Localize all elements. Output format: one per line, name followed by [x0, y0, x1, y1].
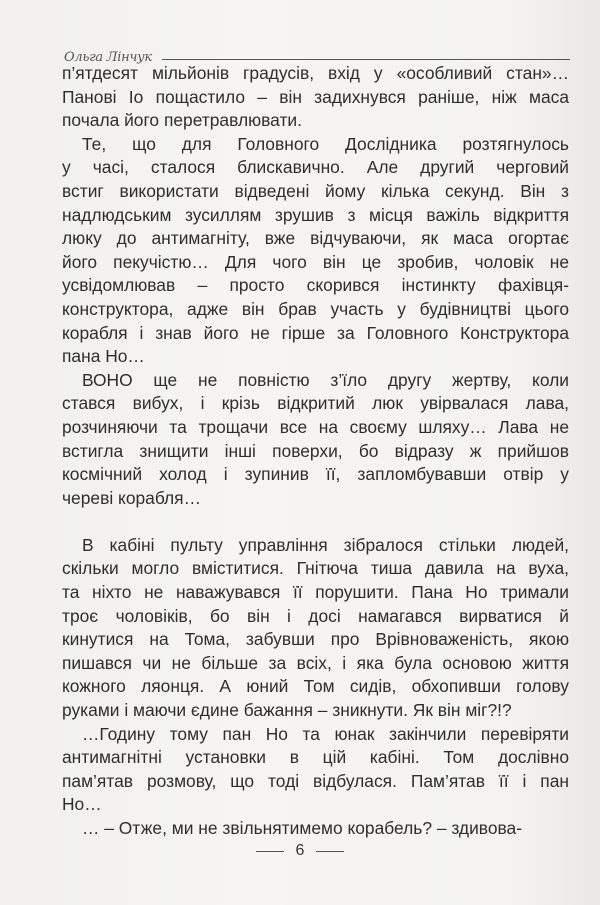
footer-dash-right [316, 851, 344, 852]
text-line: пам’ятав розмову, що тоді відбулася. Пам’ятав її і пан [62, 770, 569, 791]
text-line: …Годину тому пан Но та юнак закінчили перевіряти [82, 723, 569, 744]
text-line: у часі, сталося блискавично. Але другий черговий [62, 157, 569, 178]
text-line: п’ятдесят мільйонів градусів, вхід у «особливий стан»… [62, 63, 569, 83]
text-line: його пекучістю… Для чого він це зробив, чоловік не [62, 251, 569, 272]
text-line: ВОНО ще не повністю з’їло другу жертву, коли [82, 369, 569, 390]
text-line: люку до антимагніту, вже відчуваючи, як маса огортає [62, 228, 569, 249]
text-line: кожного ляонця. А юний Том сидів, обхопивши голову [62, 676, 569, 697]
text-line: та ніхто не наважувався її порушити. Пана Но тримали [62, 582, 569, 603]
paragraph [62, 723, 569, 817]
paragraph [62, 534, 569, 723]
text-line: пана Но… [62, 346, 145, 367]
text-line: антимагнітні установки в цій кабіні. Том дослівно [62, 747, 569, 768]
text-line: корабля і знав його не гірше за Головного Конструктора [62, 322, 569, 343]
text-line: стався вибух, і крізь відкритий люк увірвалася лава, [62, 393, 569, 414]
author-signature: Ольга Лінчук [64, 49, 152, 65]
page-footer [0, 842, 600, 860]
body-text [62, 62, 569, 841]
text-line: … – Отже, ми не звільнятимемо корабель? – здивова- [82, 818, 523, 838]
text-line: руками і маючи єдине бажання – зникнути. Як він міг?!? [62, 700, 512, 721]
text-line: надлюдським зусиллям зрушив з місця важіль відкриття [62, 204, 569, 225]
text-line: Но… [62, 794, 102, 815]
text-line: встигла знищити інші поверхи, бо відразу ж прийшов [62, 440, 569, 461]
text-line: кинутися на Тома, забувши про Врівноваженість, якою [62, 629, 569, 650]
paragraph [62, 369, 569, 511]
paragraph [62, 133, 569, 369]
text-line: конструктора, адже він брав участь у будівництві цього [62, 298, 569, 319]
paragraph [62, 62, 569, 133]
text-line: космічний холод і зупинив її, запломбувавши отвір у [62, 464, 569, 485]
text-line: В кабіні пульту управління зібралося стільки людей, [82, 534, 569, 555]
text-line: Панові Іо пощастило – він задихнувся раніше, ніж маса [62, 86, 569, 107]
text-line: троє чоловіків, бо він і досі намагався вирватися й [62, 605, 569, 626]
text-line: усвідомлював – просто скорився інстинкту фахівця- [62, 275, 569, 296]
text-line: пишався чи не більше за всіх, і яка була основою життя [62, 652, 569, 673]
header-rule [162, 59, 570, 60]
page-number: 6 [295, 842, 305, 859]
text-line: почала його перетравлювати. [62, 110, 302, 131]
text-line: скільки могло вміститися. Гнітюча тиша давила на вуха, [62, 558, 569, 579]
paragraph [62, 817, 569, 841]
text-line: череві корабля… [62, 487, 201, 508]
footer-dash-left [256, 851, 284, 852]
text-line: Те, що для Головного Дослідника розтягнулось [82, 133, 569, 154]
text-line: розчиняючи та трощачи все на своєму шляху… Лава не [62, 416, 569, 437]
text-line: встиг використати відведені йому кілька секунд. Він з [62, 180, 569, 201]
